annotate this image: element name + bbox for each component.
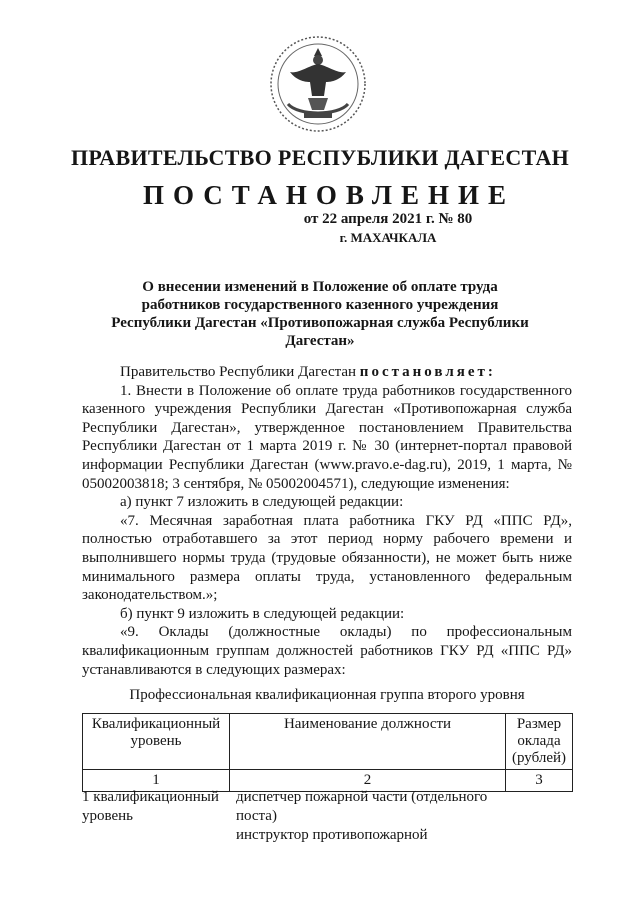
position-2: инструктор противопожарной xyxy=(236,827,428,843)
document-type: ПОСТАНОВЛЕНИЕ xyxy=(142,180,516,210)
intro-resolves: постановляет: xyxy=(359,364,496,380)
header-salary: Размер оклада (рублей) xyxy=(506,714,573,770)
document-body xyxy=(82,363,572,679)
header-position: Наименование должности xyxy=(230,714,506,770)
paragraph-a: а) пункт 7 изложить в следующей редакции: xyxy=(120,494,404,511)
number-2: 2 xyxy=(230,770,506,792)
number-1: 1 xyxy=(83,770,230,792)
document-subject: О внесении изменений в Положение об оплате труда работников государственного казенного учреждения Республики Дагестан «Противопожарная служба Республики Дагестан» xyxy=(111,279,529,349)
position-1: диспетчер пожарной части (отдельного поста) xyxy=(236,789,488,824)
paragraph-7: «7. Месячная заработная плата работника ГКУ РД «ППС РД», полностью отработавшего за этот период норму рабочего времени и выполнившего нормы труда (трудовые обязанности), не может быть ниже минимального размера оплаты труда, установленного федеральным законодательством.»; xyxy=(82,512,572,604)
salary-table xyxy=(82,713,573,792)
date-number: от 22 апреля 2021 г. № 80 xyxy=(303,211,473,227)
paragraph-9: «9. Оклады (должностные оклады) по профессиональным квалификационным группам должностей работников ГКУ РД «ППС РД» устанавливаются в следующих размерах: xyxy=(82,624,572,678)
table-header-row xyxy=(83,714,573,770)
table-caption: Профессиональная квалификационная группа второго уровня xyxy=(129,687,525,703)
intro-text: Правительство Республики Дагестан xyxy=(120,364,360,380)
intro-paragraph xyxy=(82,363,572,382)
city: г. МАХАЧКАЛА xyxy=(339,230,437,245)
dagestan-coat-of-arms-icon xyxy=(268,34,368,134)
number-3: 3 xyxy=(506,770,573,792)
row-level: 1 квалификационный уровень xyxy=(82,789,219,824)
paragraph-1: 1. Внести в Положение об оплате труда работников государственного казенного учреждения Республики Дагестан «Противопожарная служба Республики Дагестан», утвержденное постановлением Правительства Республики Дагестан от 1 марта 2019 г. № 30 (интернет-портал правовой информации Республики Дагестан (www.pravo.e-dag.ru), 2019, 1 марта, № 05002003818; 3 сентября, № 05002004571), следующие изменения: xyxy=(82,382,572,492)
paragraph-b: б) пункт 9 изложить в следующей редакции: xyxy=(120,605,405,622)
government-title: ПРАВИТЕЛЬСТВО РЕСПУБЛИКИ ДАГЕСТАН xyxy=(70,145,570,170)
header-level: Квалификационный уровень xyxy=(83,714,230,770)
row-positions xyxy=(236,788,516,845)
